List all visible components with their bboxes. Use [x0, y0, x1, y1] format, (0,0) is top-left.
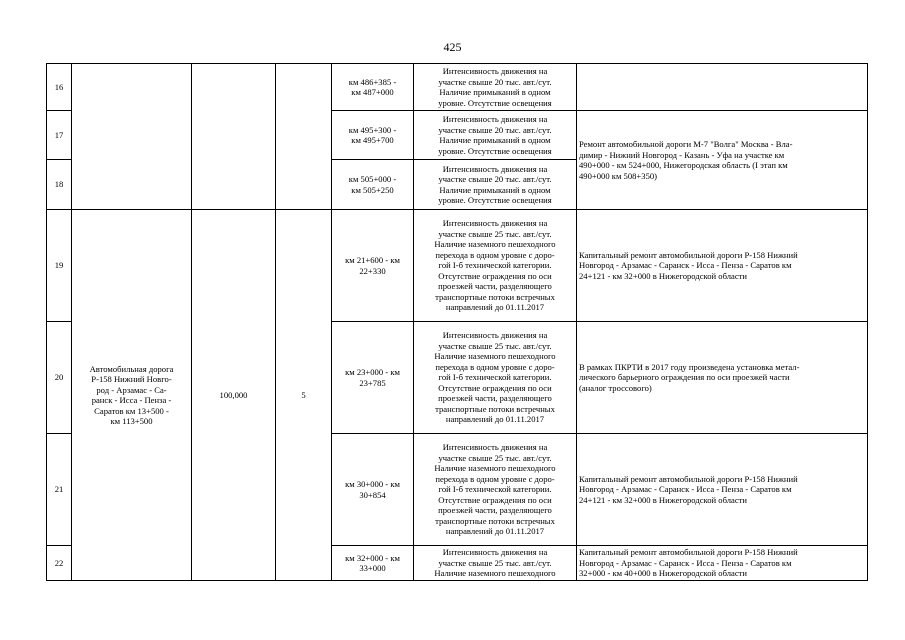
- measure-cell: В рамках ПКРТИ в 2017 году произведена установка метал- лического барьерного ограждения по оси проезжей части (аналог троссового): [577, 322, 868, 434]
- location-cell: км 30+000 - км 30+854: [332, 434, 414, 546]
- row-number: 20: [47, 322, 72, 434]
- issue-cell: Интенсивность движения на участке свыше 25 тыс. авт./сут. Наличие наземного пешеходного перехода в одном уровне с доро- гой I-б технической категории. Отсутствие ограждения по оси проезжей части, разделяющего транспортные потоки встречных направлений до 01.11.2017: [414, 434, 577, 546]
- measure-cell: Капитальный ремонт автомобильной дороги Р-158 Нижний Новгород - Арзамас - Саранск - Исса - Пенза - Саратов км 24+121 - км 32+000 в Нижегородской области: [577, 210, 868, 322]
- accidents-cell: 5: [276, 210, 332, 581]
- issue-cell: Интенсивность движения на участке свыше 25 тыс. авт./сут. Наличие наземного пешеходного перехода в одном уровне с доро- гой I-б технической категории. Отсутствие ограждения по оси проезжей части, разделяющего транспортные потоки встречных направлений до 01.11.2017: [414, 210, 577, 322]
- accidents-cell: [276, 64, 332, 210]
- row-number: 16: [47, 64, 72, 111]
- measure-cell: Капитальный ремонт автомобильной дороги Р-158 Нижний Новгород - Арзамас - Саранск - Исса - Пенза - Саратов км 32+000 - км 40+000 в Нижегородской области: [577, 546, 868, 581]
- issue-cell: Интенсивность движения на участке свыше 20 тыс. авт./сут. Наличие примыканий в одном уровне. Отсутствие освещения: [414, 160, 577, 210]
- row-number: 17: [47, 111, 72, 160]
- table-row: [47, 64, 868, 111]
- issue-cell: Интенсивность движения на участке свыше 25 тыс. авт./сут. Наличие наземного пешеходного перехода в одном уровне с доро- гой I-б технической категории. Отсутствие ограждения по оси проезжей части, разделяющего транспортные потоки встречных направлений до 01.11.2017: [414, 322, 577, 434]
- location-cell: км 486+385 - км 487+000: [332, 64, 414, 111]
- measure-cell: [577, 64, 868, 111]
- road-name-cell: [72, 64, 192, 210]
- location-cell: км 23+000 - км 23+785: [332, 322, 414, 434]
- traffic-cell: 100,000: [192, 210, 276, 581]
- road-safety-table: [46, 63, 868, 581]
- location-cell: км 495+300 - км 495+700: [332, 111, 414, 160]
- road-name-cell: Автомобильная дорога Р-158 Нижний Новго- род - Арзамас - Са- ранск - Исса - Пенза - Саратов км 13+500 - км 113+500: [72, 210, 192, 581]
- measure-cell: Капитальный ремонт автомобильной дороги Р-158 Нижний Новгород - Арзамас - Саранск - Исса - Пенза - Саратов км 24+121 - км 32+000 в Нижегородской области: [577, 434, 868, 546]
- page-number: 425: [443, 40, 462, 54]
- row-number: 18: [47, 160, 72, 210]
- row-number: 19: [47, 210, 72, 322]
- issue-cell: Интенсивность движения на участке свыше 25 тыс. авт./сут. Наличие наземного пешеходного: [414, 546, 577, 581]
- location-cell: км 505+000 - км 505+250: [332, 160, 414, 210]
- location-cell: км 32+000 - км 33+000: [332, 546, 414, 581]
- traffic-cell: [192, 64, 276, 210]
- row-number: 22: [47, 546, 72, 581]
- issue-cell: Интенсивность движения на участке свыше 20 тыс. авт./сут. Наличие примыканий в одном уровне. Отсутствие освещения: [414, 64, 577, 111]
- row-number: 21: [47, 434, 72, 546]
- location-cell: км 21+600 - км 22+330: [332, 210, 414, 322]
- measure-cell: Ремонт автомобильной дороги М-7 "Волга" Москва - Вла- димир - Нижний Новгород - Казань - Уфа на участке км 490+000 - км 524+000, Нижегородская область (I этап км 490+000 км 508+350): [577, 111, 868, 210]
- issue-cell: Интенсивность движения на участке свыше 20 тыс. авт./сут. Наличие примыканий в одном уровне. Отсутствие освещения: [414, 111, 577, 160]
- table-row: [47, 210, 868, 322]
